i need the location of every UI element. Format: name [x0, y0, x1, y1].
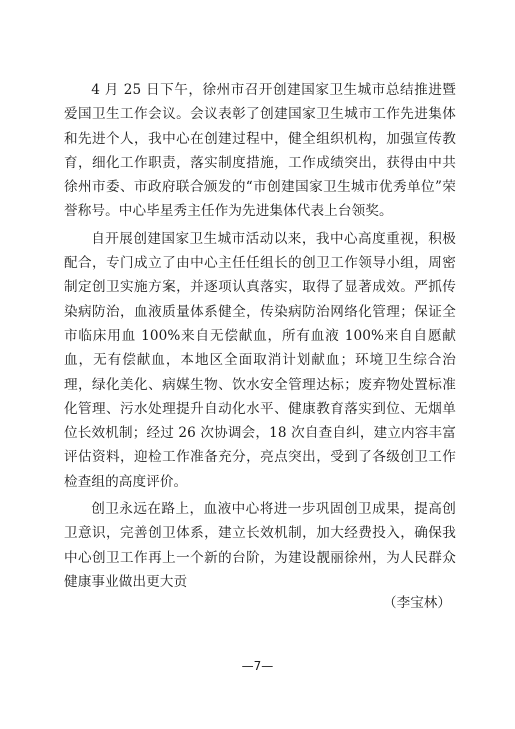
page-number: —7— — [241, 659, 274, 673]
paragraph-campaign-measures: 自开展创建国家卫生城市活动以来，我中心高度重视，积极配合，专门成立了由中心主任任组长的创卫工作领导小组，周密制定创卫实施方案，并逐项认真落实，取得了显著成效。严抓传染病防治，血液质量体系健全，传染病防治网络化管理；保证全市临床用血 100%来自无偿献血，所有血液 100%来自自愿献血，无有偿献血，本地区全面取消计划献血；环境卫生综合治理，绿化美化、病媒生物、饮水安全管理达标；废弃物处置标准化管理、污水处理提升自动化水平、健康教育落实到位、无烟单位长效机制；经过 26 次协调会，18 次自查自纠，建立内容丰富评估资料，迎检工作准备充分，亮点突出，受到了各级创卫工作检查组的高度评价。 — [64, 230, 456, 490]
paragraph-future-plans: 创卫永远在路上，血液中心将进一步巩固创卫成果，提高创卫意识，完善创卫体系，建立长效机制，加大经费投入，确保我中心创卫工作再上一个新的台阶，为建设靓丽徐州，为人民群众健康事业做出更大贡 — [64, 501, 456, 590]
article-body — [64, 78, 456, 594]
paragraph-meeting-summary: 4 月 25 日下午，徐州市召开创建国家卫生城市总结推进暨爱国卫生工作会议。会议表彰了创建国家卫生城市工作先进集体和先进个人，我中心在创建过程中，健全组织机构，加强宣传教育，细化工作职责，落实制度措施，工作成绩突出，获得由中共徐州市委、市政府联合颁发的“市创建国家卫生城市优秀单位”荣誉称号。中心毕星秀主任作为先进集体代表上台领奖。 — [64, 82, 456, 220]
author-signature: （李宝林） — [383, 595, 451, 611]
